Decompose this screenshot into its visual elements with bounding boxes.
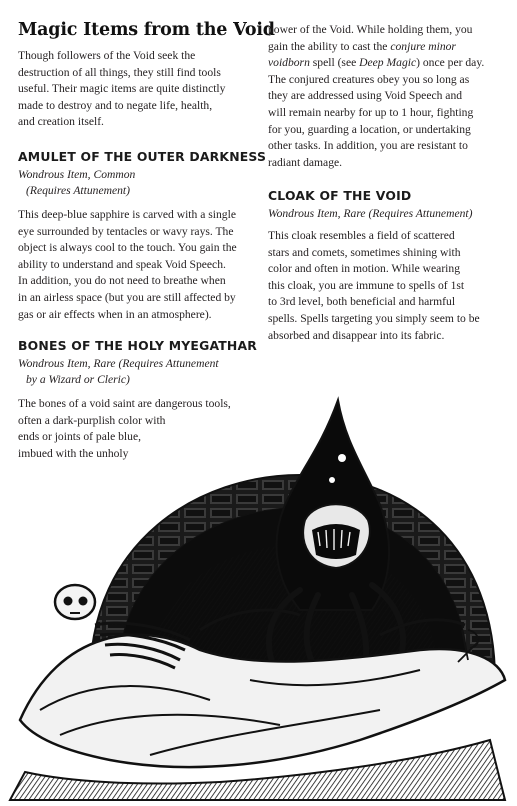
intro-line: useful. Their magic items are quite distinctly xyxy=(18,82,226,96)
amulet-type xyxy=(18,167,135,199)
bones-cont-line: they are addressed using Void Speech and xyxy=(268,89,463,103)
bones-cont-line: will remain nearby for up to 1 hour, fighting xyxy=(268,105,474,119)
cloak-line: color and often in motion. While wearing xyxy=(268,262,460,276)
amulet-type-line: Wondrous Item, Common xyxy=(18,168,136,181)
text-run: gain the ability to cast the xyxy=(268,39,391,53)
cloak-line: spells. Spells targeting you simply seem to be xyxy=(268,311,480,325)
bones-type-line: Wondrous Item, Rare (Requires Attunement xyxy=(18,357,219,370)
cloak-type: Wondrous Item, Rare (Requires Attunement) xyxy=(268,207,473,220)
bones-cont-line xyxy=(268,39,502,56)
cloak-description xyxy=(268,228,502,344)
bones-heading: BONES OF THE HOLY MYEGATHAR xyxy=(18,338,258,353)
amulet-heading: AMULET OF THE OUTER DARKNESS xyxy=(18,149,267,164)
spell-name: voidborn xyxy=(268,56,310,70)
cloak-line: This cloak resembles a field of scattered xyxy=(268,229,455,242)
cloak-line: this cloak, you are immune to spells of 1st xyxy=(268,278,465,292)
amulet-type-line: (Requires Attunement) xyxy=(26,184,130,197)
page-title: Magic Items from the Void xyxy=(18,20,275,40)
text-run: spell (see xyxy=(309,56,360,70)
amulet-line: ability to understand and speak Void Speech. xyxy=(18,257,226,271)
amulet-description xyxy=(18,207,254,323)
amulet-line: In addition, you do not need to breathe when xyxy=(18,274,226,288)
amulet-line: gas or air effects when in an atmosphere). xyxy=(18,307,212,321)
cloak-line: absorbed and disappear into its fabric. xyxy=(268,328,445,342)
bones-cont-line: radiant damage. xyxy=(268,155,343,169)
intro-paragraph xyxy=(18,48,254,131)
bones-description-continued xyxy=(268,22,502,171)
amulet-line: object is always cool to the touch. You gain the xyxy=(18,241,237,255)
cloak-line: stars and comets, sometimes shining with xyxy=(268,245,461,259)
amulet-line: eye surrounded by tentacles or wavy rays. The xyxy=(18,224,234,238)
intro-line: made to destroy and to negate life, health, xyxy=(18,98,213,112)
bones-cont-line: The conjured creatures obey you so long as xyxy=(268,72,470,86)
amulet-line: This deep-blue sapphire is carved with a single xyxy=(18,208,236,221)
intro-line: destruction of all things, they still find tools xyxy=(18,65,221,79)
bones-line: The bones of a void saint are dangerous tools, xyxy=(18,397,231,410)
text-run: ) once per day. xyxy=(416,56,485,70)
amulet-line: in an airless space (but you are still affected by xyxy=(18,290,236,304)
bones-cont-line: for you, guarding a location, or undertaking xyxy=(268,122,471,136)
intro-line: Though followers of the Void seek the xyxy=(18,49,196,62)
bones-description xyxy=(18,396,254,462)
intro-line: and creation itself. xyxy=(18,115,104,129)
bones-cont-line: other tasks. In addition, you are resistant to xyxy=(268,139,468,153)
bones-line: often a dark-purplish color with xyxy=(18,413,166,427)
book-title: Deep Magic xyxy=(359,56,417,70)
bones-type-line: by a Wizard or Cleric) xyxy=(26,373,130,386)
bones-line: imbued with the unholy xyxy=(18,446,129,460)
bones-line: ends or joints of pale blue, xyxy=(18,430,141,444)
bones-cont-line: power of the Void. While holding them, you xyxy=(268,23,473,36)
cloak-line: to 3rd level, both beneficial and harmful xyxy=(268,295,456,309)
spell-name: conjure minor xyxy=(390,39,456,53)
cloak-heading: CLOAK OF THE VOID xyxy=(268,188,412,203)
bones-cont-line xyxy=(268,55,502,72)
